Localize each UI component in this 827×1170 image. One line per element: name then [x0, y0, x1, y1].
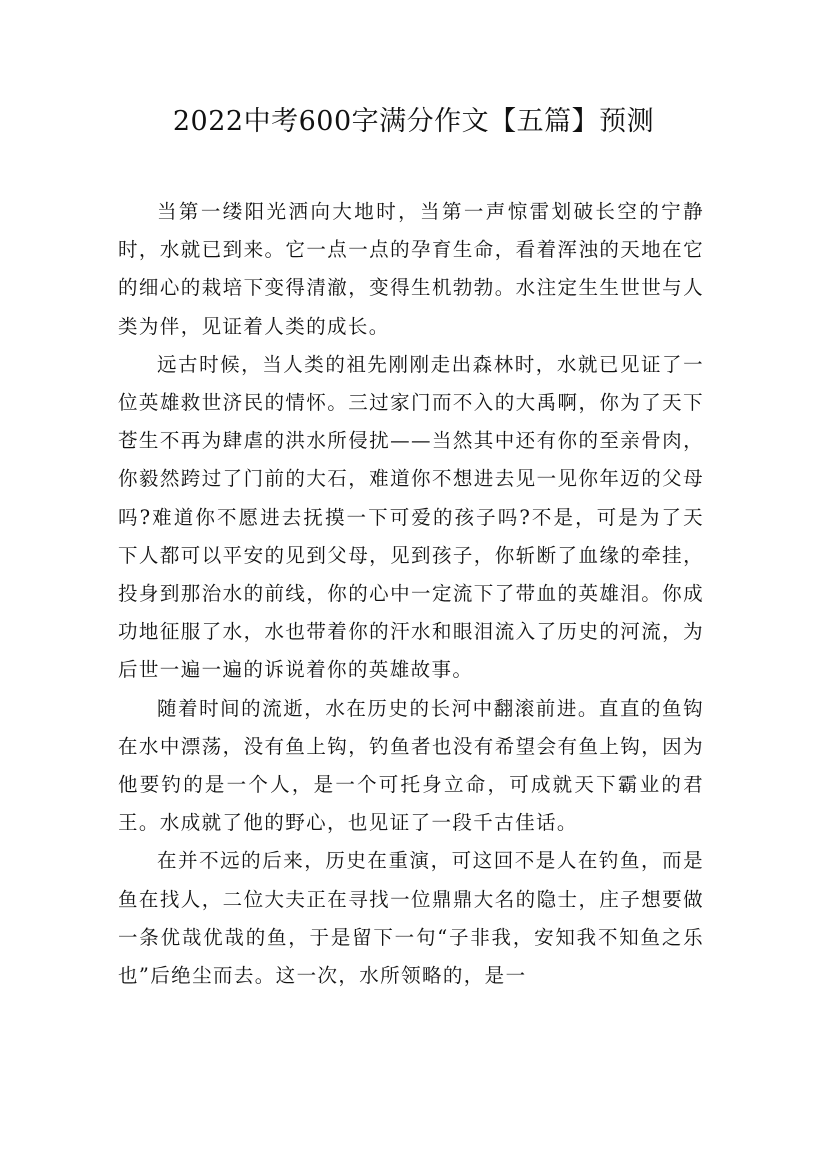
page-title: 2022中考600字满分作文【五篇】预测	[172, 106, 655, 137]
paragraph-3: 随着时间的流逝，水在历史的长河中翻滚前进。直直的鱼钩在水中漂荡，没有鱼上钩，钓鱼者也没有希望会有鱼上钩，因为他要钓的是一个人，是一个可托身立命，可成就天下霸业的君王。水成就了他的野心，也见证了一段千古佳话。	[118, 696, 704, 835]
paragraph-2: 远古时候，当人类的祖先刚刚走出森林时，水就已见证了一位英雄救世济民的情怀。三过家门而不入的大禹啊，你为了天下苍生不再为肆虐的洪水所侵扰——当然其中还有你的至亲骨肉，你毅然跨过了门前的大石，难道你不想进去见一见你年迈的父母吗?难道你不愿进去抚摸一下可爱的孩子吗?不是，可是为了天下人都可以平安的见到父母，见到孩子，你斩断了血缘的牵挂，投身到那治水的前线，你的心中一定流下了带血的英雄泪。你成功地征服了水，水也带着你的汗水和眼泪流入了历史的河流，为后世一遍一遍的诉说着你的英雄故事。	[118, 352, 704, 682]
article-body	[118, 193, 704, 995]
paragraph-1: 当第一缕阳光洒向大地时，当第一声惊雷划破长空的宁静时，水就已到来。它一点一点的孕育生命，看着浑浊的天地在它的细心的栽培下变得清澈，变得生机勃勃。水注定生生世世与人类为伴，见证着人类的成长。	[118, 200, 704, 338]
paragraph-4: 在并不远的后来，历史在重演，可这回不是人在钓鱼，而是鱼在找人，二位大夫正在寻找一位鼎鼎大名的隐士，庄子想要做一条优哉优哉的鱼，于是留下一句“子非我，安知我不知鱼之乐也”后绝尘而去。这一次，水所领略的，是一	[118, 849, 704, 988]
